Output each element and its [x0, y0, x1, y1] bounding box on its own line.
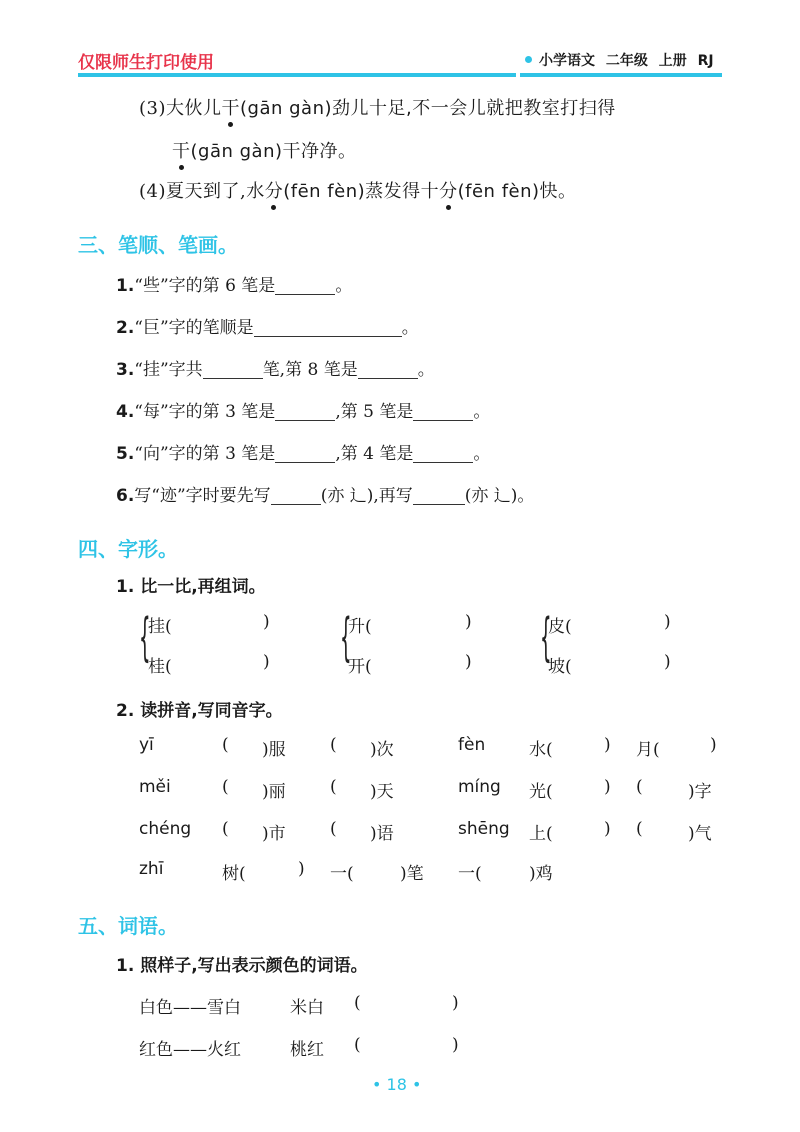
- answer-blank[interactable]: [275, 276, 335, 295]
- color-word: 桃红: [290, 1040, 324, 1060]
- item-3-line-1: (3)大伙儿干(gān gàn)劲儿十足,不一会儿就把教室打扫得: [139, 94, 616, 120]
- pair-1-top-close: ): [263, 612, 270, 632]
- bracket: 光(: [529, 782, 553, 802]
- answer-blank[interactable]: [413, 402, 473, 421]
- bracket: 一(: [458, 864, 482, 884]
- bracket: (: [354, 1035, 361, 1055]
- bracket: 一(: [330, 864, 354, 884]
- header-dot-icon: [525, 56, 532, 63]
- question-3-6: 6.写“迹”字时要先写 (亦 辶),再写 (亦 辶)。: [116, 486, 535, 506]
- bracket: )鸡: [529, 864, 553, 884]
- bracket: (: [636, 777, 643, 797]
- bracket: 上(: [529, 824, 553, 844]
- bracket: (: [354, 993, 361, 1013]
- bracket: )语: [370, 824, 394, 844]
- pinyin: zhī: [139, 859, 164, 879]
- question-3-3: 3.“挂”字共 笔,第 8 笔是 。: [116, 360, 435, 380]
- pair-2-bottom: 开(: [348, 657, 372, 677]
- bracket: )丽: [262, 782, 286, 802]
- book-info: 小学语文 二年级 上册 RJ: [539, 53, 714, 69]
- bracket: 树(: [222, 864, 246, 884]
- bracket: ): [298, 859, 305, 879]
- pair-1-top: 挂(: [148, 617, 172, 637]
- subquestion-colors: 1. 照样子,写出表示颜色的词语。: [116, 956, 368, 976]
- answer-blank[interactable]: [358, 360, 418, 379]
- bracket: (: [222, 777, 229, 797]
- subquestion-homophones: 2. 读拼音,写同音字。: [116, 701, 283, 721]
- pair-3-bottom-close: ): [664, 652, 671, 672]
- answer-blank[interactable]: [413, 486, 465, 505]
- color-example-2: 红色——火红: [139, 1040, 241, 1060]
- pinyin: měi: [139, 777, 171, 797]
- brace-icon: {: [139, 608, 151, 668]
- pair-1-bottom-close: ): [263, 652, 270, 672]
- pinyin: fèn: [458, 735, 486, 755]
- pair-2-top: 升(: [348, 617, 372, 637]
- bracket: )笔: [400, 864, 424, 884]
- answer-blank[interactable]: [271, 486, 321, 505]
- bracket: (: [222, 735, 229, 755]
- answer-blank[interactable]: [254, 318, 402, 337]
- bracket: (: [636, 819, 643, 839]
- bracket: )服: [262, 740, 286, 760]
- page-number: • 18 •: [372, 1075, 422, 1094]
- answer-blank[interactable]: [275, 402, 335, 421]
- answer-blank[interactable]: [413, 444, 473, 463]
- brace-icon: {: [540, 608, 552, 668]
- section-title-words: 五、词语。: [78, 914, 178, 938]
- bracket: )天: [370, 782, 394, 802]
- pinyin: yī: [139, 735, 154, 755]
- bracket: (: [330, 735, 337, 755]
- bracket: )次: [370, 740, 394, 760]
- subquestion-compare: 1. 比一比,再组词。: [116, 577, 266, 597]
- pinyin: chéng: [139, 819, 192, 839]
- color-word: 米白: [290, 998, 324, 1018]
- pinyin: míng: [458, 777, 501, 797]
- answer-blank[interactable]: [275, 444, 335, 463]
- question-3-5: 5.“向”字的第 3 笔是 ,第 4 笔是 。: [116, 444, 491, 464]
- pair-1-bottom: 桂(: [148, 657, 172, 677]
- pair-3-top: 皮(: [548, 617, 572, 637]
- pair-2-top-close: ): [465, 612, 472, 632]
- bracket: ): [710, 735, 717, 755]
- section-title-strokes: 三、笔顺、笔画。: [78, 233, 238, 257]
- section-title-shapes: 四、字形。: [78, 537, 178, 561]
- print-notice: 仅限师生打印使用: [78, 53, 214, 73]
- item-3-line-2: 干(gān gàn)干净净。: [172, 137, 357, 163]
- bracket: 月(: [636, 740, 660, 760]
- color-example-1: 白色——雪白: [139, 998, 241, 1018]
- bracket: )气: [688, 824, 712, 844]
- bracket: ): [604, 819, 611, 839]
- brace-icon: {: [340, 608, 352, 668]
- question-3-2: 2.“巨”字的笔顺是 。: [116, 318, 419, 338]
- bracket: (: [222, 819, 229, 839]
- question-3-1: 1.“些”字的第 6 笔是 。: [116, 276, 353, 296]
- bracket: (: [330, 819, 337, 839]
- pair-2-bottom-close: ): [465, 652, 472, 672]
- pair-3-bottom: 坡(: [548, 657, 572, 677]
- header-rule-left: [78, 73, 516, 77]
- bracket: (: [330, 777, 337, 797]
- bracket: )字: [688, 782, 712, 802]
- item-4-line: (4)夏天到了,水分(fēn fèn)蒸发得十分(fēn fèn)快。: [139, 177, 577, 203]
- bracket: ): [604, 735, 611, 755]
- question-3-4: 4.“每”字的第 3 笔是 ,第 5 笔是 。: [116, 402, 491, 422]
- pinyin: shēng: [458, 819, 510, 839]
- pair-3-top-close: ): [664, 612, 671, 632]
- bracket: ): [452, 1035, 459, 1055]
- bracket: )市: [262, 824, 286, 844]
- answer-blank[interactable]: [203, 360, 263, 379]
- bracket: ): [452, 993, 459, 1013]
- bracket: ): [604, 777, 611, 797]
- header-rule-right: [520, 73, 722, 77]
- bracket: 水(: [529, 740, 553, 760]
